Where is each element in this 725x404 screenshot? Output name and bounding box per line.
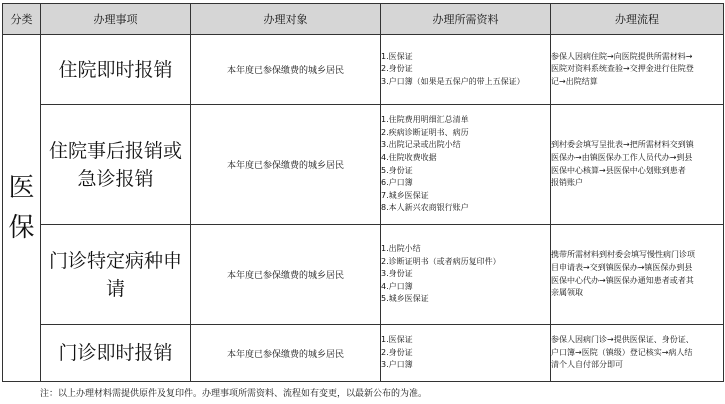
flow-line: 医保办→由镇医保办工作人员代办→到县 — [551, 152, 693, 162]
flow-cell — [551, 325, 724, 382]
doc-line: 6.户口簿 — [381, 178, 413, 188]
flow-line: 参保人因病住院→向医院提供所需材料→ — [551, 51, 693, 61]
item-cell: 门诊即时报销 — [41, 325, 191, 382]
table-row — [3, 325, 724, 382]
header-item: 办理事项 — [41, 4, 191, 35]
docs-cell — [381, 225, 551, 325]
item-cell: 门诊特定病种申请 — [41, 225, 191, 325]
flow-line: 到村委会填写呈批表→把所需材料交到镇 — [551, 140, 694, 150]
category-cell — [3, 35, 41, 382]
table-row — [3, 35, 724, 105]
doc-line: 1.住院费用明细汇总清单 — [381, 115, 469, 125]
docs-cell — [381, 105, 551, 225]
table-row — [3, 225, 724, 325]
flow-line: 医保中心核算→县医保中心划账到患者 — [551, 165, 686, 175]
doc-line: 3.户口簿（如果是五保户的带上五保证） — [381, 76, 525, 86]
flow-cell — [551, 105, 724, 225]
doc-line: 2.身份证 — [381, 64, 413, 74]
flow-cell — [551, 225, 724, 325]
docs-cell — [381, 35, 551, 105]
table-row — [3, 105, 724, 225]
flow-line: 目申请表→交到镇医保办→镇医保办到县 — [551, 262, 693, 272]
service-table — [2, 3, 724, 382]
doc-line: 2.身份证 — [381, 347, 413, 357]
doc-line: 1.医保证 — [381, 335, 413, 345]
header-docs: 办理所需资料 — [381, 4, 551, 35]
doc-line: 3.户口簿 — [381, 360, 413, 370]
doc-line: 3.出院记录或出院小结 — [381, 140, 461, 150]
docs-cell — [381, 325, 551, 382]
doc-line: 8.本人新兴农商银行账户 — [381, 203, 469, 213]
flow-line: 医院对资料系统查验→交押金进行住院登 — [551, 64, 694, 74]
doc-line: 4.住院收费收据 — [381, 152, 437, 162]
item-cell: 住院事后报销或急诊报销 — [41, 105, 191, 225]
flow-line: 医保中心代办→镇医保办通知患者或者其 — [551, 275, 694, 285]
item-cell: 住院即时报销 — [41, 35, 191, 105]
target-cell: 本年度已参保缴费的城乡居民 — [191, 225, 381, 325]
header-flow: 办理流程 — [551, 4, 724, 35]
flow-line: 亲属领取 — [551, 288, 583, 298]
doc-line: 4.户口簿 — [381, 281, 413, 291]
flow-line: 户口簿→医院（镇级）登记核实→病人结 — [551, 347, 693, 357]
doc-line: 3.身份证 — [381, 269, 413, 279]
doc-line: 2.诊断证明书（或者病历复印件） — [381, 256, 501, 266]
footnote: 注：以上办理材料需提供原件及复印件。办理事项所需资料、流程如有变更，以最新公布的为准。 — [40, 389, 428, 399]
flow-line: 报销账户 — [551, 178, 583, 188]
header-target: 办理对象 — [191, 4, 381, 35]
flow-line: 清个人自付部分即可 — [551, 360, 623, 370]
doc-line: 5.城乡医保证 — [381, 294, 429, 304]
flow-cell — [551, 35, 724, 105]
category-label: 医 保 — [8, 173, 35, 243]
target-cell: 本年度已参保缴费的城乡居民 — [191, 105, 381, 225]
target-cell: 本年度已参保缴费的城乡居民 — [191, 35, 381, 105]
doc-line: 7.城乡医保证 — [381, 190, 429, 200]
flow-line: 记→出院结算 — [551, 76, 598, 86]
doc-line: 1.出院小结 — [381, 244, 421, 254]
flow-line: 携带所需材料到村委会填写慢性病门诊项 — [551, 250, 695, 260]
doc-line: 2.疾病诊断证明书、病历 — [381, 127, 469, 137]
target-cell: 本年度已参保缴费的城乡居民 — [191, 325, 381, 382]
header-row — [3, 4, 724, 35]
doc-line: 1.医保证 — [381, 51, 413, 61]
doc-line: 5.身份证 — [381, 165, 413, 175]
header-category: 分类 — [3, 4, 41, 35]
flow-line: 参保人因病门诊→提供医保证、身份证、 — [551, 335, 694, 345]
